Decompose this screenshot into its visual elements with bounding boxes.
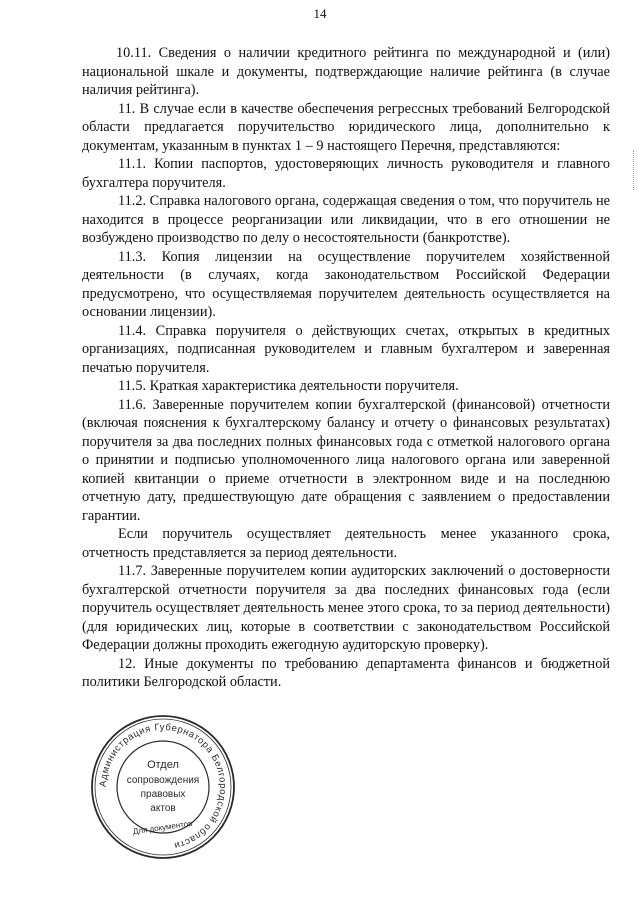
paragraph-11-4: 11.4. Справка поручителя о действующих счетах, открытых в кредитных организациях, подписанная руководителем и главным бухгалтером и заверенная печатью поручителя. bbox=[82, 322, 610, 376]
stamp-bottom-text: Для документов bbox=[132, 818, 193, 837]
stamp-ring-text: Администрация Губернатора Белгородской области bbox=[97, 721, 229, 851]
paragraph-12: 12. Иные документы по требованию департамента финансов и бюджетной политики Белгородской области. bbox=[82, 655, 610, 690]
document-body bbox=[82, 44, 610, 692]
paragraph-11-1: 11.1. Копии паспортов, удостоверяющих личность руководителя и главного бухгалтера поручителя. bbox=[82, 156, 610, 191]
stamp-center-line-4: актов bbox=[150, 803, 176, 814]
paragraph-11: 11. В случае если в качестве обеспечения регрессных требований Белгородской области предлагается поручительство юридического лица, дополнительно к документам, указанным в пунктах 1 – 9 настоящего Перечня, представляются: bbox=[82, 100, 610, 154]
paragraph-11-2: 11.2. Справка налогового органа, содержащая сведения о том, что поручитель не находится в процессе реорганизации или ликвидации, что в его отношении не возбуждено производство по делу о несостоятельности (банкротстве). bbox=[82, 193, 610, 246]
office-stamp bbox=[88, 712, 238, 862]
stamp-center-line-1: Отдел bbox=[147, 759, 179, 771]
paragraph-11-6: 11.6. Заверенные поручителем копии бухгалтерской (финансовой) отчетности (включая пояснения к бухгалтерскому балансу и отчету о финансовых результатах) поручителя за два последних полных финансовых года с отметкой налогового органа о принятии и подписью уполномоченного лица налогового органа или заверенной копией квитанции о приеме отчетности в электронном виде и на последнюю отчетную дату, предшествующую дате обращения с заявлением о предоставлении гарантии. bbox=[82, 396, 610, 524]
paragraph-11-3: 11.3. Копия лицензии на осуществление поручителем хозяйственной деятельности (в случаях, когда законодательством Российской Федерации предусмотрено, что осуществляемая поручителем деятельность осуществляется на основании лицензии). bbox=[82, 248, 610, 320]
paragraph-11-6-note: Если поручитель осуществляет деятельность менее указанного срока, отчетность представляется за период деятельности. bbox=[82, 526, 610, 561]
stamp-center-line-2: сопровождения bbox=[126, 775, 200, 786]
paragraph-10-11: 10.11. Сведения о наличии кредитного рейтинга по международной и (или) национальной шкале и документы, подтверждающие наличие рейтинга (в случае наличия рейтинга). bbox=[82, 45, 610, 98]
paragraph-11-5: 11.5. Краткая характеристика деятельности поручителя. bbox=[118, 378, 459, 394]
margin-mark bbox=[631, 150, 634, 190]
paragraph-11-7: 11.7. Заверенные поручителем копии аудиторских заключений о достоверности бухгалтерской отчетности поручителя за два последних финансовых года (если поручитель осуществляет деятельность менее этого срока, то за период деятельности) (для юридических лиц, которые в соответствии с законодательством Российской Федерации должны проходить ежегодную аудиторскую проверку). bbox=[82, 563, 610, 653]
page-number: 14 bbox=[313, 6, 327, 21]
stamp-center-line-3: правовых bbox=[140, 789, 186, 800]
stamp-graphic bbox=[88, 712, 238, 862]
